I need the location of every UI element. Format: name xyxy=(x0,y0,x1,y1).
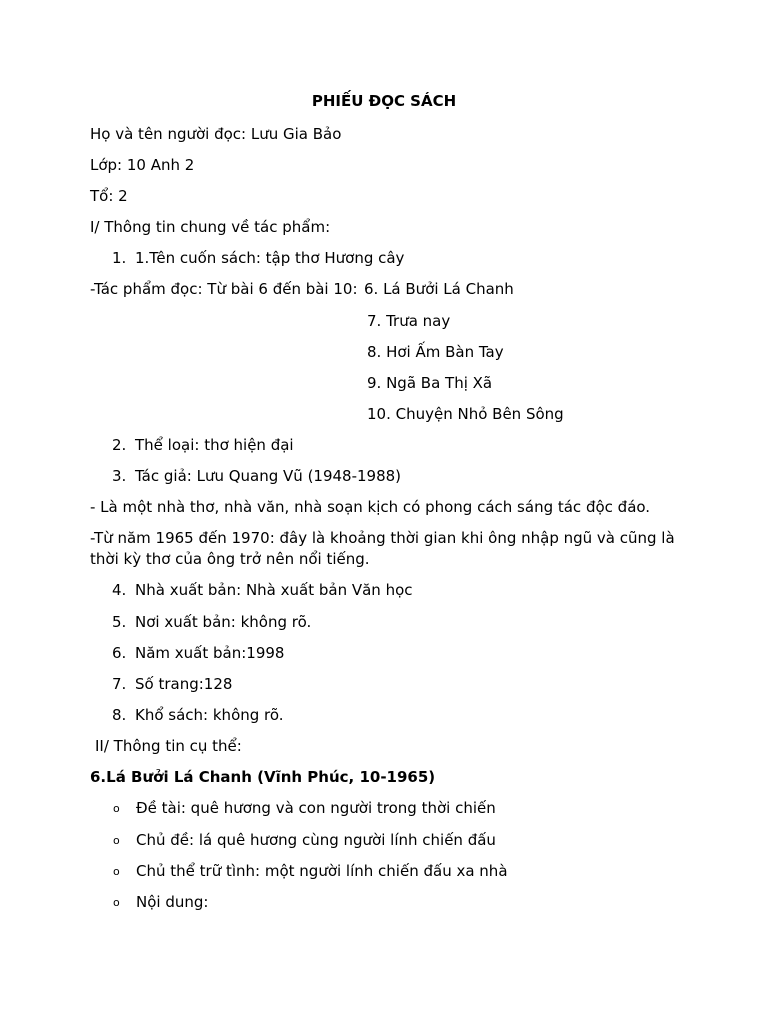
works-intro: -Tác phẩm đọc: Từ bài 6 đến bài 10: xyxy=(90,280,358,298)
bullet-item-theme xyxy=(113,830,496,851)
list-number: 6. xyxy=(112,644,127,662)
bullet-text: Đề tài: quê hương và con người trong thời chiến xyxy=(136,799,496,817)
list-number: 4. xyxy=(112,581,127,599)
list-item-publisher xyxy=(112,580,413,600)
bullet-mark: o xyxy=(113,895,120,909)
bullet-item-topic xyxy=(113,798,496,819)
poem-item: 9. Ngã Ba Thị Xã xyxy=(367,374,493,392)
list-item-year xyxy=(112,643,284,663)
bullet-mark: o xyxy=(113,864,120,878)
bullet-item-lyrical-subject xyxy=(113,861,508,882)
list-item-pages xyxy=(112,674,232,694)
list-item-text: 1.Tên cuốn sách: tập thơ Hương cây xyxy=(135,249,405,267)
bullet-item-content xyxy=(113,892,208,913)
author-career-note: -Từ năm 1965 đến 1970: đây là khoảng thời gian khi ông nhập ngũ và cũng là thời kỳ thơ của ông trở nên nổi tiếng. xyxy=(90,529,675,568)
poem-heading: 6.Lá Bưởi Lá Chanh (Vĩnh Phúc, 10-1965) xyxy=(90,768,436,786)
section-specific-info: II/ Thông tin cụ thể: xyxy=(95,737,242,755)
bullet-text: Chủ đề: lá quê hương cùng người lính chiến đấu xyxy=(136,831,496,849)
list-item-place xyxy=(112,612,311,632)
list-number: 8. xyxy=(112,706,127,724)
list-item-text: Năm xuất bản:1998 xyxy=(135,644,285,662)
list-number: 5. xyxy=(112,613,127,631)
poem-item: 7. Trưa nay xyxy=(367,312,451,330)
bullet-text: Chủ thể trữ tình: một người lính chiến đấu xa nhà xyxy=(136,862,508,880)
list-item-text: Tác giả: Lưu Quang Vũ (1948-1988) xyxy=(135,467,402,485)
list-item-book-title xyxy=(112,248,404,268)
poem-item: 10. Chuyện Nhỏ Bên Sông xyxy=(367,405,564,423)
list-item-text: Số trang:128 xyxy=(135,675,233,693)
list-item-text: Nhà xuất bản: Nhà xuất bản Văn học xyxy=(135,581,413,599)
list-item-size xyxy=(112,705,284,725)
poem-item: 8. Hơi Ấm Bàn Tay xyxy=(367,343,504,361)
list-item-genre xyxy=(112,435,294,455)
reader-class: Lớp: 10 Anh 2 xyxy=(90,156,195,174)
document-title: PHIẾU ĐỌC SÁCH xyxy=(311,92,457,110)
bullet-text: Nội dung: xyxy=(136,893,209,911)
list-item-author xyxy=(112,466,401,486)
reader-name: Họ và tên người đọc: Lưu Gia Bảo xyxy=(90,125,342,143)
reader-group: Tổ: 2 xyxy=(90,187,128,205)
author-note: - Là một nhà thơ, nhà văn, nhà soạn kịch có phong cách sáng tác độc đáo. xyxy=(90,498,651,516)
list-number: 3. xyxy=(112,467,127,485)
list-item-text: Khổ sách: không rõ. xyxy=(135,706,284,724)
bullet-mark: o xyxy=(113,833,120,847)
list-item-text: Nơi xuất bản: không rõ. xyxy=(135,613,312,631)
list-number: 7. xyxy=(112,675,127,693)
list-number: 2. xyxy=(112,436,127,454)
list-number: 1. xyxy=(112,249,127,267)
section-general-info: I/ Thông tin chung về tác phẩm: xyxy=(90,218,331,236)
bullet-mark: o xyxy=(113,801,120,815)
list-item-text: Thể loại: thơ hiện đại xyxy=(135,436,294,454)
poem-item: 6. Lá Bưởi Lá Chanh xyxy=(364,280,514,298)
